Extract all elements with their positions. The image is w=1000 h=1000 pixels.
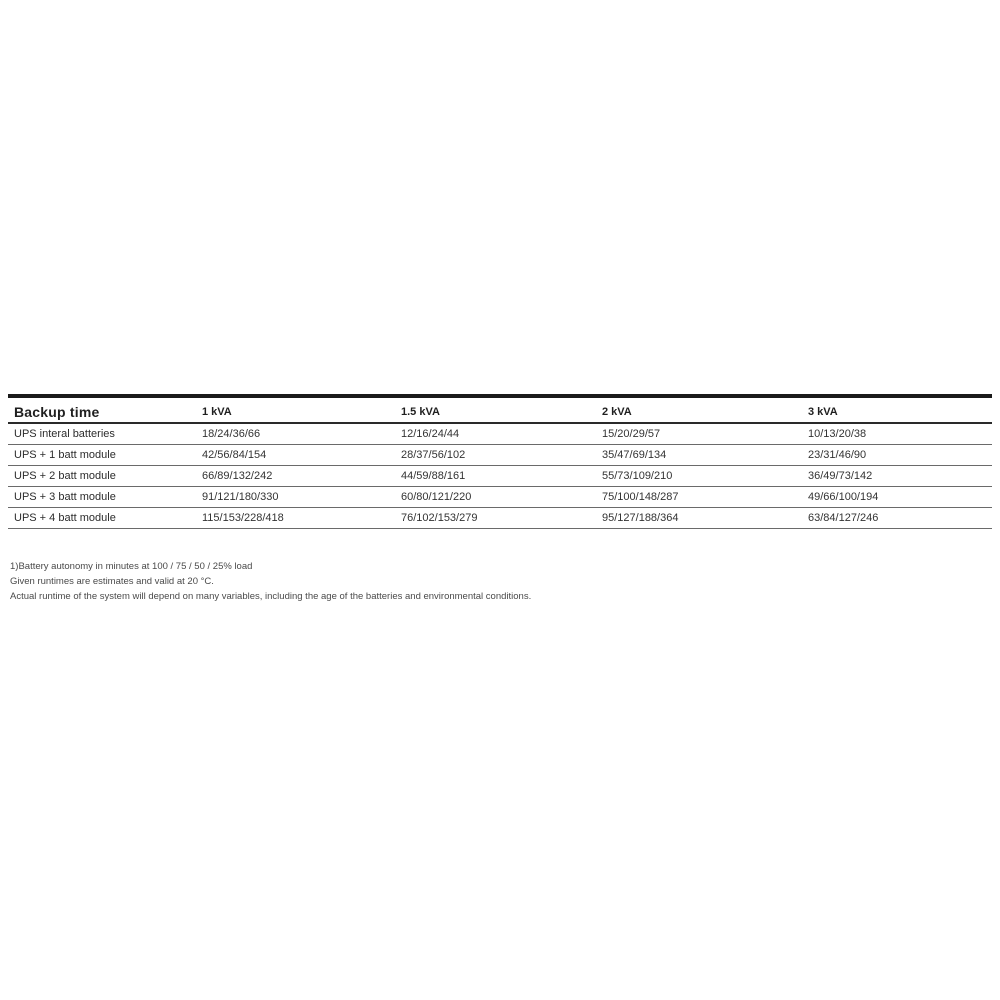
footnotes [8, 559, 992, 604]
table-cell: 23/31/46/90 [802, 445, 992, 466]
table-cell: 42/56/84/154 [196, 445, 395, 466]
table-cell: 55/73/109/210 [596, 466, 802, 487]
table-cell: 44/59/88/161 [395, 466, 596, 487]
header-2kva: 2 kVA [596, 401, 802, 423]
table-top-rule [8, 394, 992, 398]
header-3kva: 3 kVA [802, 401, 992, 423]
row-label: UPS + 1 batt module [8, 445, 196, 466]
table-cell: 10/13/20/38 [802, 423, 992, 445]
table-cell: 36/49/73/142 [802, 466, 992, 487]
table-cell: 28/37/56/102 [395, 445, 596, 466]
table-cell: 115/153/228/418 [196, 508, 395, 529]
footnote-runtime-variables: Actual runtime of the system will depend on many variables, including the age of the batteries and environmental conditions. [10, 591, 532, 602]
table-cell: 76/102/153/279 [395, 508, 596, 529]
table-cell: 60/80/121/220 [395, 487, 596, 508]
table-row [8, 466, 992, 487]
row-label: UPS + 3 batt module [8, 487, 196, 508]
table-cell: 95/127/188/364 [596, 508, 802, 529]
table-cell: 35/47/69/134 [596, 445, 802, 466]
table-cell: 63/84/127/246 [802, 508, 992, 529]
table-cell: 66/89/132/242 [196, 466, 395, 487]
table-row [8, 423, 992, 445]
header-1kva: 1 kVA [196, 401, 395, 423]
backup-time-document [8, 394, 992, 604]
row-label: UPS + 4 batt module [8, 508, 196, 529]
table-cell: 91/121/180/330 [196, 487, 395, 508]
header-backup-time: Backup time [8, 401, 196, 423]
table-row [8, 487, 992, 508]
table-header-row [8, 401, 992, 423]
footnote-estimates: Given runtimes are estimates and valid at 20 °C. [10, 576, 214, 587]
backup-time-table [8, 401, 992, 529]
table-cell: 12/16/24/44 [395, 423, 596, 445]
footnote-autonomy: 1)Battery autonomy in minutes at 100 / 75 / 50 / 25% load [10, 561, 253, 572]
row-label: UPS interal batteries [8, 423, 196, 445]
header-1-5kva: 1.5 kVA [395, 401, 596, 423]
table-row [8, 445, 992, 466]
table-cell: 15/20/29/57 [596, 423, 802, 445]
table-cell: 75/100/148/287 [596, 487, 802, 508]
row-label: UPS + 2 batt module [8, 466, 196, 487]
table-cell: 49/66/100/194 [802, 487, 992, 508]
table-cell: 18/24/36/66 [196, 423, 395, 445]
table-row [8, 508, 992, 529]
